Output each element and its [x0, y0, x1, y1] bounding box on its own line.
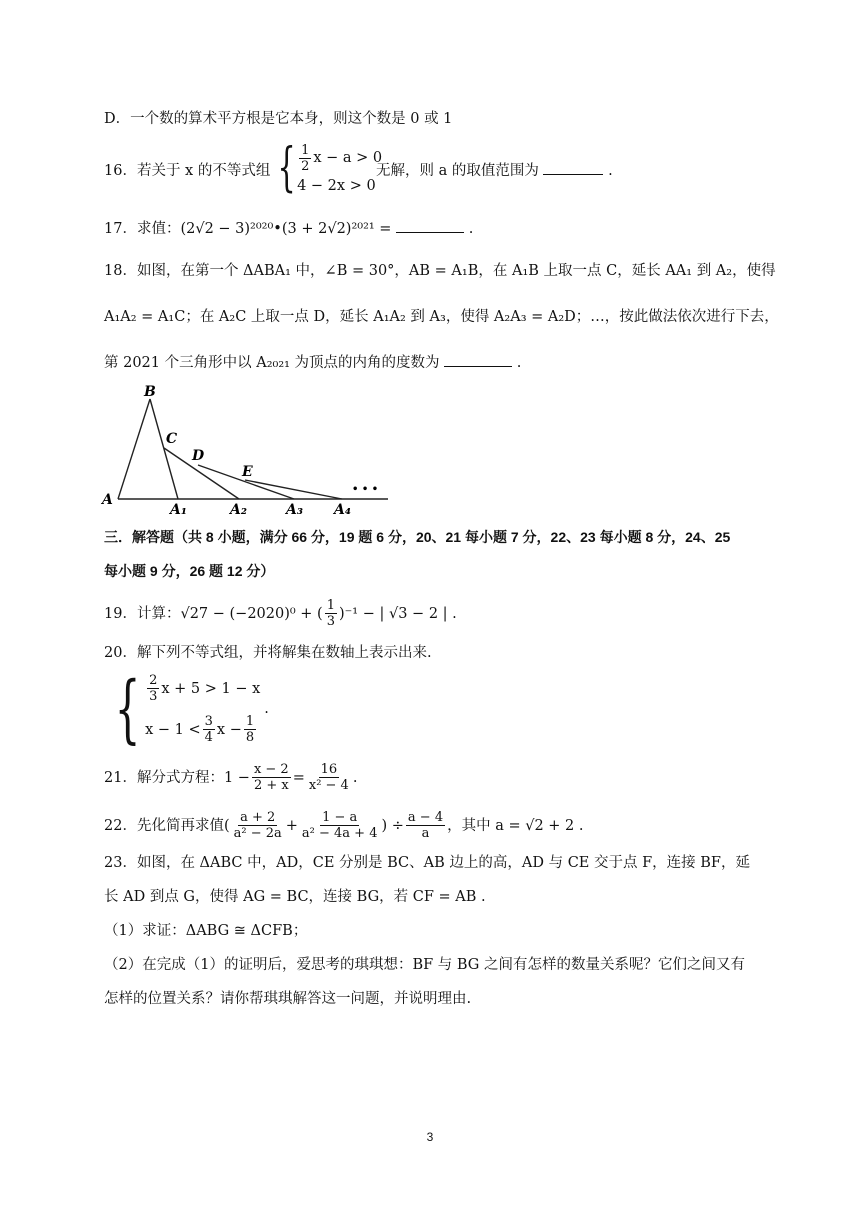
q20-frac3 [244, 714, 256, 745]
q21-eq: = [292, 769, 305, 786]
q21-frac2-num: 16 [320, 762, 338, 777]
q19-suffix: )⁻¹ − | √3 − 2 | . [339, 605, 457, 622]
q18-figure [100, 380, 400, 520]
q19-frac-den: 3 [326, 614, 335, 629]
q19 [104, 598, 457, 629]
q22-frac2-den: a² − 4a + 4 [301, 826, 378, 841]
label-a4: A₄ [334, 502, 351, 518]
q20-frac1-num: 2 [149, 673, 158, 688]
q20-frac1 [147, 673, 159, 704]
label-c: C [166, 431, 178, 447]
q23-sub2-line2: 怎样的位置关系？请你帮琪琪解答这一问题，并说明理由. [104, 991, 472, 1007]
section3-line2: 每小题 9 分，26 题 12 分） [104, 563, 275, 579]
q18-answer-blank [444, 352, 512, 367]
q22-plus: + [285, 817, 298, 834]
q16-frac-den: 2 [301, 158, 310, 174]
label-a3: A₃ [286, 502, 303, 518]
q19-prefix: 19．计算：√27 − (−2020)⁰ + ( [104, 605, 323, 622]
q20-row1: x + 5 > 1 − x [161, 680, 261, 697]
q21-frac1 [252, 762, 291, 793]
q17-answer-blank [396, 218, 464, 233]
q22-div: ) ÷ [381, 817, 404, 834]
q16-system [270, 138, 383, 198]
q19-fraction [325, 598, 337, 629]
brace-icon: { [277, 138, 296, 198]
q16-prefix-text: 16．若关于 x 的不等式组 [104, 163, 271, 179]
label-a1: A₁ [170, 502, 187, 518]
label-a: A [102, 492, 113, 508]
q20-frac2 [203, 714, 215, 745]
segment-ab [118, 399, 150, 499]
q21-frac1-den: 2 + x [253, 778, 289, 793]
q16-answer-blank [543, 160, 603, 175]
q22-prefix: 22．先化简再求值( [104, 817, 230, 834]
section3-line1: 三．解答题（共 8 小题，满分 66 分，19 题 6 分，20、21 每小题 7 分，22、23 每小题 8 分，24、25 [104, 529, 731, 545]
q22-frac3 [406, 810, 445, 841]
q17-text: 17．求值：(2√2 − 3)²⁰²⁰•(3 + 2√2)²⁰²¹ = [104, 221, 392, 237]
q20-frac2-den: 4 [204, 730, 213, 745]
q19-frac-num: 1 [326, 598, 335, 613]
q22 [104, 810, 584, 841]
q18-line1: 18．如图，在第一个 ΔABA₁ 中，∠B = 30°，AB = A₁B，在 A₁B 上取一点 C，延长 AA₁ 到 A₂，使得 [104, 263, 776, 279]
q22-frac3-den: a [421, 826, 430, 841]
q23-line1: 23．如图，在 ΔABC 中，AD，CE 分别是 BC、AB 边上的高，AD 与 CE 交于点 F，连接 BF，延 [104, 855, 750, 871]
q20-frac3-den: 8 [245, 730, 255, 745]
q20-system [104, 666, 269, 752]
q20-frac1-den: 3 [149, 689, 158, 704]
q21-prefix: 21．解分式方程：1 − [104, 769, 250, 786]
q16-frac-num: 1 [301, 142, 310, 158]
q21-frac2 [307, 762, 351, 793]
q20-row2-pre: x − 1 < [145, 721, 201, 738]
segment-ba1 [150, 399, 178, 499]
q21 [104, 762, 357, 793]
q21-frac2-den: x² − 4 [308, 778, 349, 793]
q16-end: . [608, 163, 613, 179]
q18-end: . [516, 355, 522, 371]
q17 [104, 218, 473, 240]
q16-suffix [376, 160, 613, 182]
q22-frac2 [300, 810, 380, 841]
label-a2: A₂ [230, 502, 247, 518]
label-dots: • • • [352, 484, 379, 495]
q22-frac2-num: 1 − a [322, 810, 358, 825]
q20-text: 20．解下列不等式组，并将解集在数轴上表示出来. [104, 645, 432, 661]
q22-frac1 [232, 810, 284, 841]
q16-fraction [299, 143, 311, 174]
label-e: E [242, 464, 253, 480]
q20-frac2-num: 3 [204, 714, 213, 729]
label-b: B [144, 384, 156, 400]
q22-frac1-den: a² − 2a [233, 826, 282, 841]
q20-end: . [264, 701, 269, 717]
q21-end: . [352, 769, 358, 786]
q20-row2-mid: x − [216, 721, 242, 738]
brace-icon: { [114, 666, 141, 752]
q22-suffix: ，其中 a = √2 + 2 . [447, 817, 584, 834]
q17-end: . [468, 221, 474, 237]
label-d: D [192, 448, 205, 464]
q22-frac1-num: a + 2 [240, 810, 276, 825]
q18-line3-text: 第 2021 个三角形中以 A₂₀₂₁ 为顶点的内角的度数为 [104, 355, 440, 371]
q23-line2: 长 AD 到点 G，使得 AG = BC，连接 BG，若 CF = AB . [104, 889, 486, 905]
q16-row1: x − a > 0 [313, 150, 383, 166]
q23-sub1: （1）求证：ΔABG ≅ ΔCFB； [104, 923, 308, 939]
option-d: D．一个数的算术平方根是它本身，则这个数是 0 或 1 [104, 111, 453, 127]
q16-prefix [104, 160, 270, 182]
q22-frac3-num: a − 4 [407, 810, 444, 825]
q18-line2: A₁A₂ = A₁C；在 A₂C 上取一点 D，延长 A₁A₂ 到 A₃，使得 A₂A₃ = A₂D；…，按此做法依次进行下去， [104, 309, 779, 325]
q16-row2: 4 − 2x > 0 [297, 177, 376, 194]
segment-ea4 [245, 480, 342, 499]
q18-line3 [104, 352, 521, 374]
page-number: 3 [426, 1130, 434, 1144]
q16-suffix-text: 无解，则 a 的取值范围为 [376, 163, 539, 179]
q21-frac1-num: x − 2 [253, 762, 289, 777]
q23-sub2-line1: （2）在完成（1）的证明后，爱思考的琪琪想：BF 与 BG 之间有怎样的数量关系呢？它们之间又有 [104, 957, 745, 973]
q20-frac3-num: 1 [245, 714, 255, 729]
